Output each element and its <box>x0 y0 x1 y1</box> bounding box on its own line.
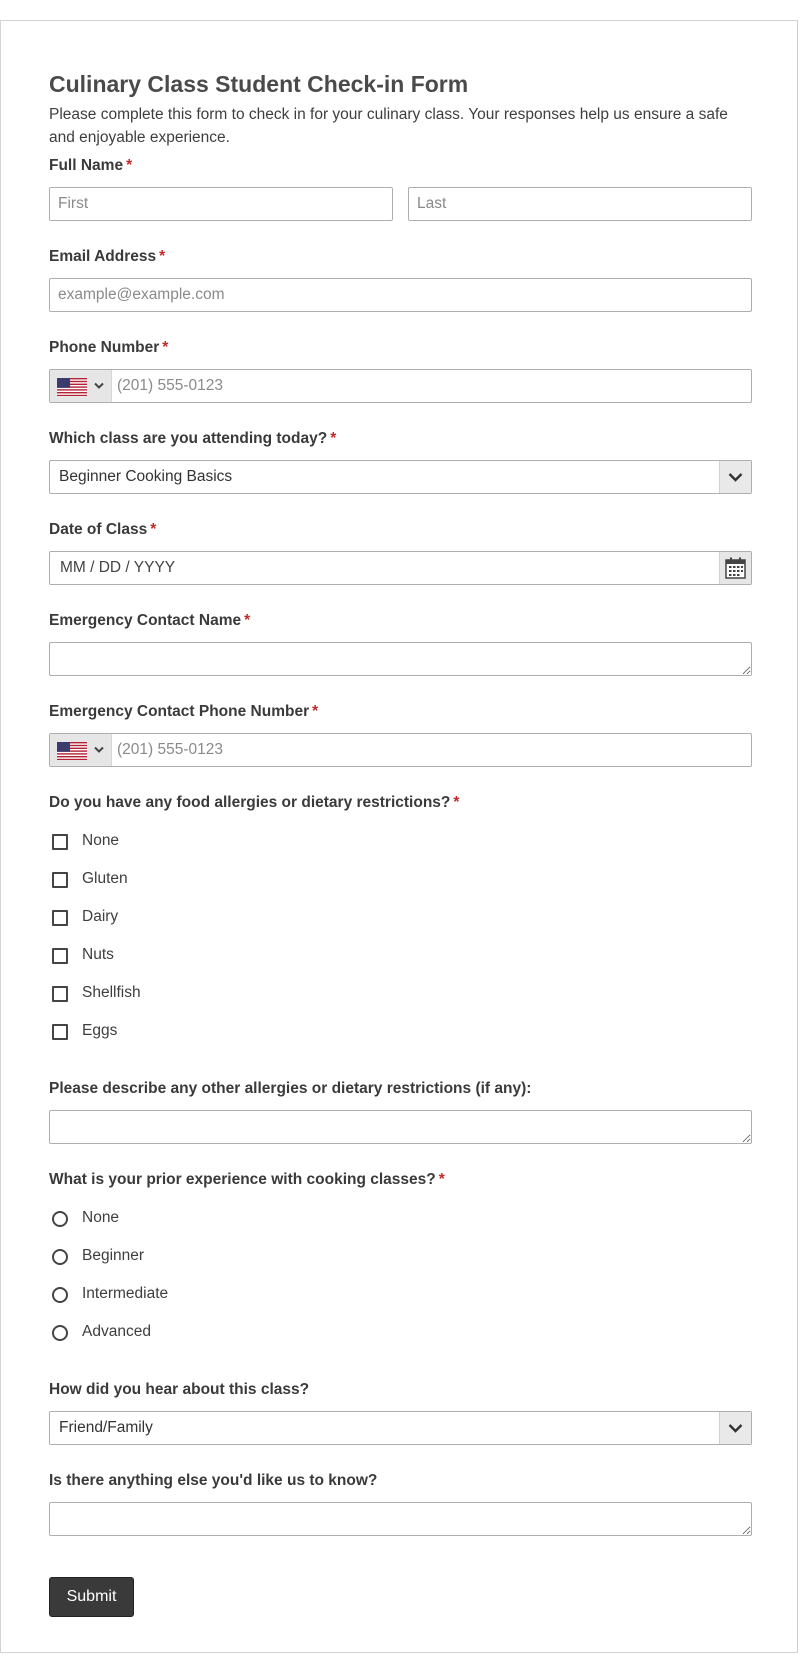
heard-about-select-value: Friend/Family <box>59 1419 153 1436</box>
calendar-icon <box>725 557 746 579</box>
checkbox[interactable] <box>52 872 68 888</box>
class-label <box>49 430 336 448</box>
email-label-text: Email Address <box>49 248 157 265</box>
required-mark: * <box>453 794 460 811</box>
us-flag-icon <box>57 742 87 760</box>
radio-button[interactable] <box>52 1287 68 1303</box>
checkbox[interactable] <box>52 910 68 926</box>
email-label <box>49 248 165 266</box>
option-label: Eggs <box>82 1022 118 1039</box>
phone-label-text: Phone Number <box>49 339 160 356</box>
option-label: Intermediate <box>82 1285 169 1302</box>
emergency-phone-label-text: Emergency Contact Phone Number <box>49 703 310 720</box>
required-mark: * <box>438 1171 445 1188</box>
checkbox[interactable] <box>52 834 68 850</box>
other-allergies-label-text: Please describe any other allergies or dietary restrictions (if any): <box>49 1080 532 1097</box>
option-label: Shellfish <box>82 984 141 1001</box>
checkbox[interactable] <box>52 948 68 964</box>
date-label-text: Date of Class <box>49 521 148 538</box>
required-mark: * <box>330 430 337 447</box>
required-mark: * <box>159 248 166 265</box>
phone-label <box>49 339 168 357</box>
class-label-text: Which class are you attending today? <box>49 430 328 447</box>
heard-about-select[interactable] <box>49 1411 752 1445</box>
checkbox[interactable] <box>52 986 68 1002</box>
date-placeholder: MM / DD / YYYY <box>60 559 176 576</box>
radio-button[interactable] <box>52 1211 68 1227</box>
required-mark: * <box>312 703 319 720</box>
emergency-name-input[interactable] <box>49 642 752 676</box>
heard-about-label <box>49 1381 309 1399</box>
chevron-down-icon <box>94 746 104 754</box>
emergency-phone-field <box>49 733 752 767</box>
class-select[interactable] <box>49 460 752 494</box>
form-subtitle: Please complete this form to check in for your culinary class. Your responses help us ensure a safe and enjoyable experience. <box>49 106 728 146</box>
option-label: Dairy <box>82 908 119 925</box>
emergency-country-code-select[interactable] <box>50 734 112 766</box>
chevron-down-icon <box>728 1423 743 1433</box>
full-name-label-text: Full Name <box>49 157 124 174</box>
anything-else-label <box>49 1472 377 1490</box>
allergies-label-text: Do you have any food allergies or dietary restrictions? <box>49 794 451 811</box>
last-name-input[interactable] <box>408 187 752 221</box>
emergency-name-label-text: Emergency Contact Name <box>49 612 242 629</box>
anything-else-input[interactable] <box>49 1502 752 1536</box>
other-allergies-label <box>49 1080 531 1098</box>
option-label: Gluten <box>82 870 128 887</box>
phone-input[interactable] <box>112 370 752 402</box>
full-name-label <box>49 157 132 175</box>
other-allergies-input[interactable] <box>49 1110 752 1144</box>
class-select-toggle[interactable] <box>719 461 751 493</box>
allergies-label <box>49 794 459 812</box>
first-name-input[interactable] <box>49 187 393 221</box>
option-label: None <box>82 832 120 849</box>
date-label <box>49 521 156 539</box>
submit-button[interactable]: Submit <box>49 1577 134 1617</box>
anything-else-label-text: Is there anything else you'd like us to know? <box>49 1472 378 1489</box>
option-label: Nuts <box>82 946 114 963</box>
heard-about-label-text: How did you hear about this class? <box>49 1381 310 1398</box>
chevron-down-icon <box>94 382 104 390</box>
email-input[interactable] <box>49 278 752 312</box>
option-label: Advanced <box>82 1323 151 1340</box>
us-flag-icon <box>57 378 87 396</box>
experience-label-text: What is your prior experience with cooking classes? <box>49 1171 436 1188</box>
required-mark: * <box>244 612 251 629</box>
form-title: Culinary Class Student Check-in Form <box>49 71 469 97</box>
checkbox[interactable] <box>52 1024 68 1040</box>
required-mark: * <box>150 521 157 538</box>
emergency-name-label <box>49 612 250 630</box>
experience-label <box>49 1171 445 1189</box>
heard-about-select-toggle[interactable] <box>719 1412 751 1444</box>
required-mark: * <box>126 157 133 174</box>
emergency-phone-label <box>49 703 318 721</box>
date-field[interactable] <box>49 551 752 585</box>
radio-button[interactable] <box>52 1249 68 1265</box>
class-select-value: Beginner Cooking Basics <box>59 468 233 485</box>
option-label: None <box>82 1209 120 1226</box>
form-card <box>0 20 798 1653</box>
emergency-phone-input[interactable] <box>112 734 752 766</box>
radio-button[interactable] <box>52 1325 68 1341</box>
chevron-down-icon <box>728 472 743 482</box>
option-label: Beginner <box>82 1247 145 1264</box>
required-mark: * <box>162 339 169 356</box>
calendar-button[interactable] <box>719 552 751 584</box>
phone-field <box>49 369 752 403</box>
country-code-select[interactable] <box>50 370 112 402</box>
